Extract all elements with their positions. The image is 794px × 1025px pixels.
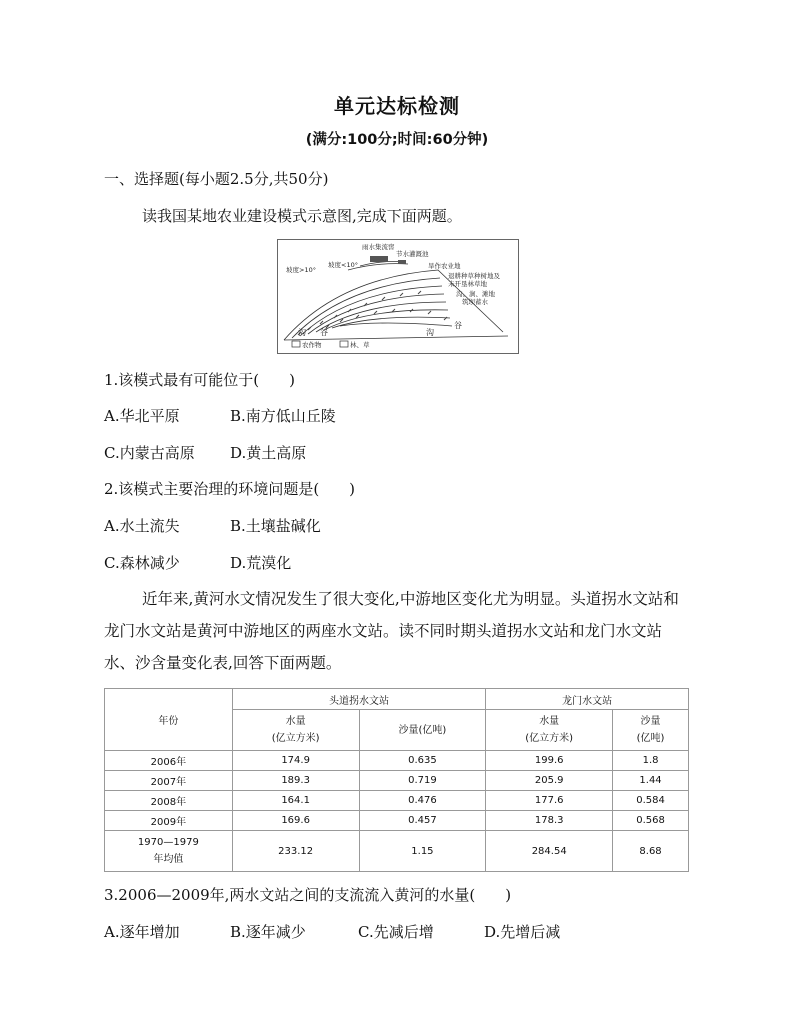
label-dryland: 旱作农业地 [428, 262, 461, 270]
label-gu2: 谷 [454, 321, 462, 330]
table-row: 2008年 164.1 0.476 177.6 0.584 [105, 791, 689, 811]
legend-forest: 林、草 [350, 341, 370, 349]
header-water-1: 水量 (亿立方米) [232, 710, 359, 751]
table-row: 2009年 169.6 0.457 178.3 0.568 [105, 811, 689, 831]
question-3-option-d[interactable]: D.先增后减 [484, 923, 561, 941]
question-2-option-a[interactable]: A.水土流失 [104, 517, 180, 535]
passage-text: 近年来,黄河水文情况发生了很大变化,中游地区变化尤为明显。头道拐水文站和龙门水文站是黄河中游地区的两座水文站。读不同时期头道拐水文站和龙门水文站水、沙含量变化表,回答下面两题。 [104, 590, 679, 672]
question-1-option-d[interactable]: D.黄土高原 [230, 444, 307, 462]
question-2-option-b[interactable]: B.土壤盐碱化 [230, 517, 321, 535]
question-2-stem: 2.该模式主要治理的环境问题是( ) [104, 480, 356, 498]
question-2-option-d[interactable]: D.荒漠化 [230, 554, 292, 572]
label-dam: 筑坝蓄水 [462, 298, 488, 306]
question-1-stem: 1.该模式最有可能位于( ) [104, 371, 296, 389]
label-grass: 退耕种草种树地及 [448, 272, 500, 280]
page-subtitle: (满分:100分;时间:60分钟) [305, 132, 489, 148]
header-sand-1: 沙量(亿吨) [359, 710, 486, 751]
question-3-option-b[interactable]: B.逐年减少 [230, 923, 306, 941]
label-gou1: 沟 [298, 328, 306, 337]
legend-crop: 农作物 [302, 341, 322, 349]
question-3-option-a[interactable]: A.逐年增加 [104, 923, 180, 941]
label-pond: 节水灌溉池 [396, 250, 429, 258]
header-station-2: 龙门水文站 [486, 689, 689, 710]
passage [104, 583, 692, 679]
terrace-diagram [277, 239, 519, 354]
label-slope-lt: 坡度<10° [328, 261, 358, 269]
table-row: 2007年 189.3 0.719 205.9 1.44 [105, 771, 689, 791]
question-3-option-c[interactable]: C.先减后增 [358, 923, 434, 941]
question-1-option-b[interactable]: B.南方低山丘陵 [230, 407, 336, 425]
label-orchard: 未开垦林草地 [448, 280, 487, 288]
label-gu1: 谷 [320, 328, 328, 337]
question-1-option-a[interactable]: A.华北平原 [104, 407, 180, 425]
table-row: 2006年 174.9 0.635 199.6 1.8 [105, 751, 689, 771]
hydrology-table [104, 688, 689, 872]
header-water-2: 水量 (亿立方米) [486, 710, 613, 751]
label-slope-gt: 坡度>10° [286, 266, 316, 274]
label-gully: 沟、涧、滩地 [456, 290, 495, 298]
figure-intro: 读我国某地农业建设模式示意图,完成下面两题。 [142, 207, 462, 225]
label-gou2: 沟 [426, 328, 434, 337]
header-year: 年份 [105, 689, 233, 751]
label-rain: 雨水集流窖 [362, 243, 395, 251]
section-heading: 一、选择题(每小题2.5分,共50分) [104, 170, 329, 188]
page-title: 单元达标检测 [334, 94, 460, 118]
header-station-1: 头道拐水文站 [232, 689, 486, 710]
question-3-stem: 3.2006—2009年,两水文站之间的支流流入黄河的水量( ) [104, 886, 512, 904]
question-1-option-c[interactable]: C.内蒙古高原 [104, 444, 195, 462]
header-sand-2: 沙量 (亿吨) [613, 710, 689, 751]
table-row: 1970—1979 年均值 233.12 1.15 284.54 8.68 [105, 831, 689, 872]
question-2-option-c[interactable]: C.森林减少 [104, 554, 180, 572]
